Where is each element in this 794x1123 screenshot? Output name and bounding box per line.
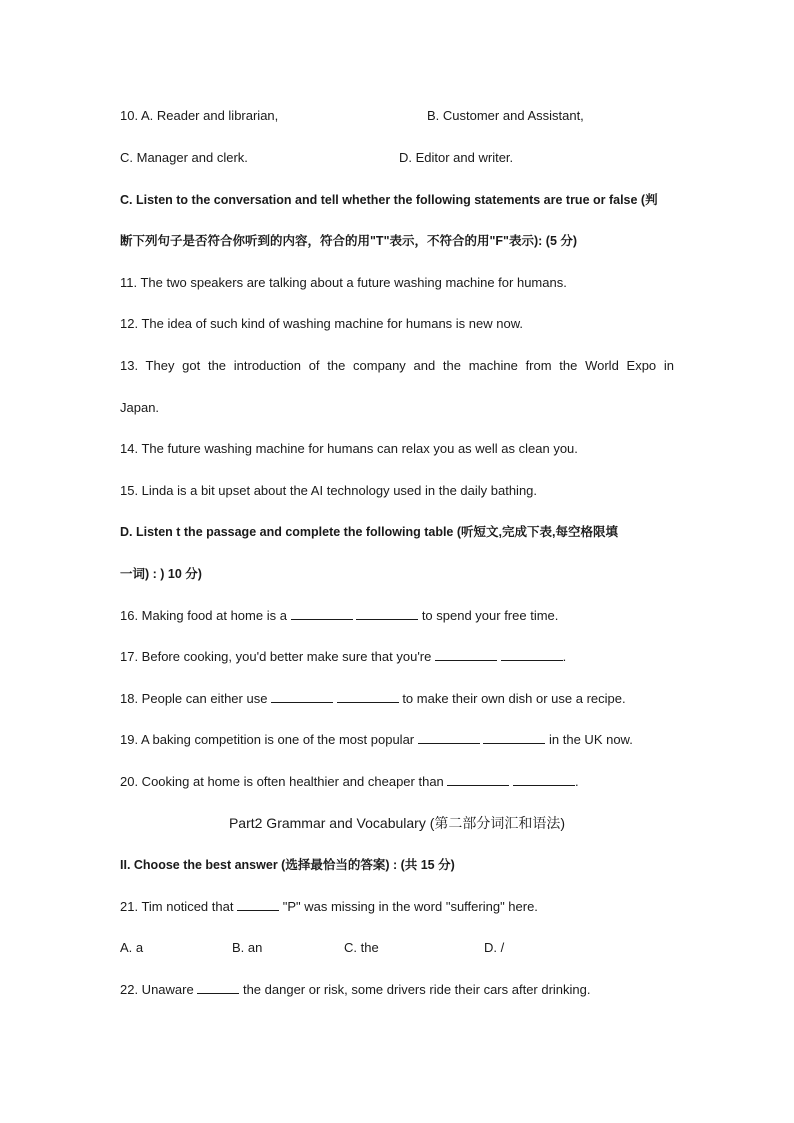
- question-22-text: 22. Unaware: [120, 982, 194, 997]
- question-18: [120, 691, 626, 707]
- statement-14: 14. The future washing machine for humans can relax you as well as clean you.: [120, 441, 578, 456]
- answer-blank[interactable]: [435, 649, 497, 661]
- option-10-b: B. Customer and Assistant,: [427, 108, 584, 123]
- question-19-text-end: in the UK now.: [549, 732, 633, 747]
- section-c-heading-line1: C. Listen to the conversation and tell whether the following statements are true or false (判: [120, 193, 658, 207]
- answer-blank[interactable]: [337, 691, 399, 703]
- section-ii-heading: II. Choose the best answer (选择最恰当的答案) : (共 15 分): [120, 858, 455, 872]
- question-16: [120, 608, 558, 624]
- question-19-text: 19. A baking competition is one of the most popular: [120, 732, 415, 747]
- question-16-text-end: to spend your free time.: [421, 608, 559, 623]
- question-17: [120, 649, 566, 665]
- answer-blank[interactable]: [237, 899, 279, 911]
- answer-blank[interactable]: [197, 982, 239, 994]
- answer-blank[interactable]: [271, 691, 333, 703]
- answer-blank[interactable]: [447, 774, 509, 786]
- statement-15: 15. Linda is a bit upset about the AI technology used in the daily bathing.: [120, 483, 538, 498]
- answer-blank[interactable]: [501, 649, 563, 661]
- answer-blank[interactable]: [418, 732, 480, 744]
- question-17-text-end: .: [562, 649, 567, 664]
- statement-11: 11. The two speakers are talking about a future washing machine for humans.: [120, 275, 567, 290]
- part2-title: Part2 Grammar and Vocabulary (第二部分词汇和语法): [228, 815, 566, 831]
- question-18-text: 18. People can either use: [120, 691, 268, 706]
- section-d-heading-line2: 一词) : ) 10 分): [120, 567, 202, 581]
- statement-13-continued: Japan.: [120, 400, 160, 415]
- question-20-text: 20. Cooking at home is often healthier and cheaper than: [120, 774, 444, 789]
- question-21-text-end: "P" was missing in the word "suffering" here.: [282, 899, 538, 914]
- statement-12: 12. The idea of such kind of washing machine for humans is new now.: [120, 316, 523, 331]
- section-d-heading-line1: D. Listen t the passage and complete the following table (听短文,完成下表,每空格限填: [120, 525, 618, 539]
- question-20: [120, 774, 579, 790]
- question-17-text: 17. Before cooking, you'd better make sure that you're: [120, 649, 432, 664]
- answer-blank[interactable]: [483, 732, 545, 744]
- option-21-c: C. the: [344, 940, 379, 955]
- question-20-text-end: .: [575, 774, 579, 789]
- question-21: [120, 899, 538, 915]
- option-21-a: A. a: [120, 940, 144, 955]
- statement-13: 13. They got the introduction of the company and the machine from the World Expo in: [120, 358, 674, 373]
- option-10-a: 10. A. Reader and librarian,: [120, 108, 279, 123]
- option-21-b: B. an: [232, 940, 263, 955]
- option-10-d: D. Editor and writer.: [399, 150, 514, 165]
- answer-blank[interactable]: [513, 774, 575, 786]
- option-21-d: D. /: [484, 940, 505, 955]
- section-c-heading-line2: 断下列句子是否符合你听到的内容，符合的用"T"表示，不符合的用"F"表示): (5 分): [120, 234, 578, 248]
- answer-blank[interactable]: [291, 608, 353, 620]
- question-18-text-end: to make their own dish or use a recipe.: [402, 691, 626, 706]
- question-21-text: 21. Tim noticed that: [120, 899, 234, 914]
- question-22: [120, 982, 591, 998]
- question-19: [120, 732, 633, 748]
- answer-blank[interactable]: [356, 608, 418, 620]
- question-16-text: 16. Making food at home is a: [120, 608, 287, 623]
- option-10-c: C. Manager and clerk.: [120, 150, 248, 165]
- question-22-text-end: the danger or risk, some drivers ride their cars after drinking.: [242, 982, 591, 997]
